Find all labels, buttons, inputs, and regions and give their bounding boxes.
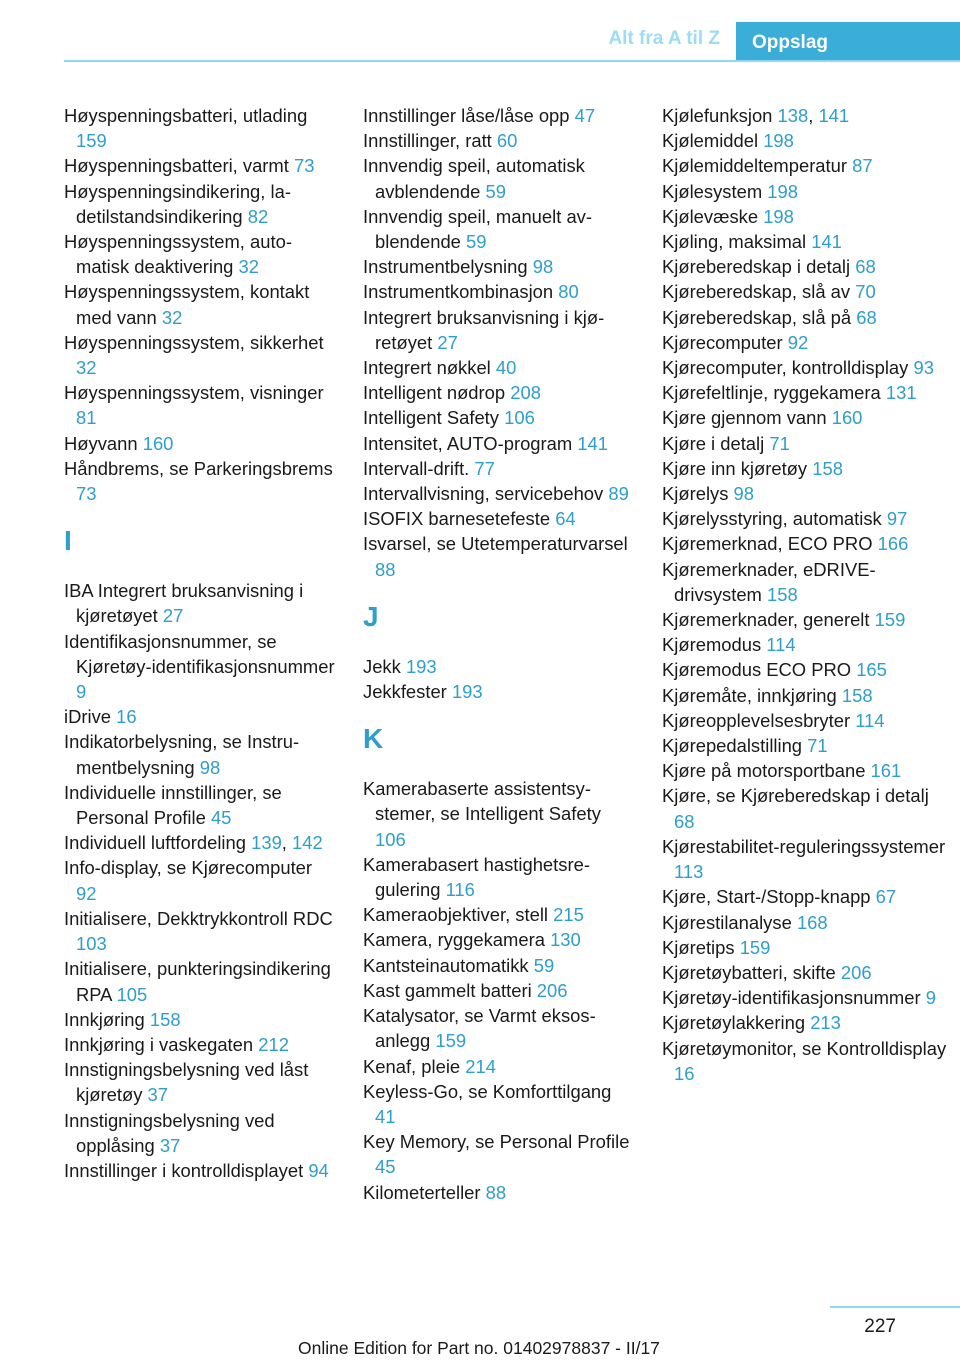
index-term: Kjørelysstyring, automatisk: [662, 508, 882, 530]
index-term: Kjøretøylakkering: [662, 1012, 806, 1034]
index-entry: [363, 506, 635, 531]
page-reference-link[interactable]: 32: [238, 256, 260, 278]
page-reference-link[interactable]: 106: [504, 407, 535, 429]
index-term: Innkjøring i vaskegaten: [64, 1033, 254, 1055]
page-reference-link[interactable]: 142: [292, 832, 323, 854]
index-term: Kilometerteller: [363, 1181, 481, 1203]
index-term: Høyspenningsbatteri, utlading: [64, 105, 308, 126]
page-reference-link[interactable]: 193: [405, 655, 437, 677]
page-reference-link[interactable]: 68: [674, 810, 695, 832]
page-reference-link[interactable]: 67: [875, 886, 897, 908]
index-term: Kjørefeltlinje, ryggekamera: [662, 382, 881, 404]
page-reference-link[interactable]: 71: [769, 432, 790, 454]
index-term: Kjørestabilitet-reguleringssystemer: [662, 835, 946, 857]
page-reference-link[interactable]: 45: [375, 1156, 396, 1178]
index-term: Kast gammelt batteri: [363, 979, 532, 1001]
index-term: Innvendig speil, automatisk avblendende: [363, 155, 585, 202]
page-reference-link[interactable]: 114: [855, 709, 885, 731]
index-term: Kjølevæske: [662, 205, 759, 227]
page-reference-link[interactable]: 64: [555, 508, 576, 530]
index-term: Innstigningsbelysning ved opplåsing: [64, 1109, 275, 1156]
index-entry: Individuell luftfordeling 139, 142: [64, 832, 323, 854]
page-reference-link[interactable]: 106: [375, 828, 406, 850]
index-term: Integrert bruksanvisning i kjøretøyet: [363, 306, 605, 353]
page-reference-link[interactable]: 160: [831, 407, 863, 429]
index-term: Individuell luftfordeling: [64, 832, 246, 854]
chapter-tab: Oppslag: [736, 22, 960, 62]
page-reference-link[interactable]: 113: [674, 861, 704, 883]
index-term: Kjøretøymonitor, se Kontrolldisplay: [662, 1037, 947, 1059]
index-entry: [363, 1003, 635, 1053]
index-entry: [64, 704, 336, 729]
page-reference-link[interactable]: 32: [76, 357, 97, 379]
page-reference-link[interactable]: 159: [874, 609, 906, 631]
index-term: Kamera, ryggekamera: [363, 929, 545, 951]
index-entry: [64, 1007, 336, 1032]
page-reference-link[interactable]: 206: [536, 979, 568, 1001]
page-reference-link[interactable]: 71: [807, 735, 828, 757]
index-entry: [662, 204, 952, 229]
page-reference-link[interactable]: 32: [161, 306, 183, 328]
index-entry: [64, 1158, 336, 1183]
index-term: Kjøre, se Kjøreberedskap i detalj: [662, 785, 929, 807]
index-term: Kamerabasert hastighetsregulering: [363, 853, 590, 901]
page-reference-link[interactable]: 98: [733, 483, 755, 505]
page-reference-link[interactable]: 59: [485, 180, 506, 202]
index-entry: [363, 254, 635, 279]
index-term: Innvendig speil, manuelt avblendende: [363, 205, 592, 253]
page-reference-link[interactable]: 89: [608, 483, 629, 505]
page-reference-link[interactable]: 114: [766, 634, 796, 656]
index-term: Kjøre inn kjøretøy: [662, 457, 808, 479]
page-reference-link[interactable]: 88: [375, 558, 396, 580]
page-reference-link[interactable]: 103: [76, 933, 107, 955]
index-term: Kantsteinautomatikk: [363, 954, 529, 976]
index-term: Kjøretøybatteri, skifte: [662, 961, 836, 983]
index-letter-heading: J: [363, 600, 379, 632]
index-entry: [662, 456, 952, 481]
page-reference-link[interactable]: 47: [574, 105, 596, 126]
index-entry: [662, 632, 952, 657]
page-number: 227: [864, 1316, 896, 1337]
index-entry: [662, 607, 952, 632]
index-column-3: [662, 103, 952, 1086]
page-reference-link[interactable]: 88: [485, 1181, 507, 1203]
index-entry: [64, 103, 336, 153]
index-entry: [64, 330, 336, 380]
index-term: Isvarsel, se Utetemperaturvarsel: [363, 533, 628, 555]
index-term: Jekkfester: [363, 681, 447, 703]
page-reference-link[interactable]: 215: [553, 904, 584, 926]
index-term: Kjørestilanalyse: [662, 911, 792, 933]
page-reference-link[interactable]: 165: [856, 659, 887, 681]
index-term: Høyspenningssystem, sikkerhet: [64, 331, 324, 353]
index-entry: [662, 506, 952, 531]
index-term: Kjøre, Start-/Stopp-knapp: [662, 886, 871, 908]
index-term: Kjøremåte, innkjøring: [662, 684, 837, 706]
page-reference-link[interactable]: 94: [308, 1159, 329, 1181]
index-entry: [363, 305, 635, 355]
index-term: Intervallvisning, servicebehov: [363, 483, 604, 505]
index-entry: [64, 456, 336, 506]
index-entry: [662, 935, 952, 960]
page-reference-link[interactable]: 141: [818, 105, 850, 126]
index-entry: [64, 153, 336, 178]
index-entry: [662, 128, 952, 153]
page-reference-link[interactable]: 68: [856, 306, 877, 328]
page-reference-link[interactable]: 60: [496, 130, 518, 152]
index-entry: [662, 531, 952, 556]
index-term: Identifikasjonsnummer, se Kjøretøy-identifikasjonsnummer: [64, 630, 335, 677]
index-term: Info-display, se Kjørecomputer: [64, 857, 313, 879]
page-reference-link[interactable]: 92: [76, 882, 97, 904]
page-reference-link[interactable]: 70: [855, 281, 876, 303]
index-entry: [662, 380, 952, 405]
page-reference-link[interactable]: 141: [811, 231, 842, 253]
page-reference-link[interactable]: 141: [577, 432, 609, 454]
index-entry: [662, 985, 952, 1010]
page-reference-link[interactable]: 98: [199, 756, 221, 778]
index-term: Kjøre på motorsportbane: [662, 760, 866, 782]
index-term: Individuelle innstillinger, se Personal Profile: [64, 781, 282, 829]
index-entry: [64, 855, 336, 905]
page-reference-link[interactable]: 77: [474, 457, 495, 479]
index-entry: [363, 481, 635, 506]
index-entry: [662, 834, 952, 884]
index-entry: [662, 229, 952, 254]
index-term: Kjørelys: [662, 483, 729, 505]
page-reference-link[interactable]: 81: [76, 407, 97, 429]
index-entry: [64, 1108, 336, 1158]
page-reference-link[interactable]: 87: [852, 155, 873, 177]
index-term: ISOFIX barnesetefeste: [363, 508, 551, 530]
page-reference-link[interactable]: 82: [247, 205, 269, 227]
index-entry: [662, 279, 952, 304]
index-entry: [363, 456, 635, 481]
page-header: [0, 0, 960, 62]
index-entry: [363, 405, 635, 430]
page-reference-link[interactable]: 105: [116, 983, 148, 1005]
index-entry: [662, 179, 952, 204]
index-entry: [363, 927, 635, 952]
index-entry: [662, 884, 952, 909]
index-term: Kjøremodus: [662, 634, 762, 656]
index-term: Jekk: [363, 655, 401, 677]
index-term: Kjøreopplevelsesbryter: [662, 709, 851, 731]
index-term: Høyspenningssystem, kontakt med vann: [64, 281, 310, 328]
index-entry: [363, 279, 635, 304]
footer-rule: [830, 1306, 960, 1308]
index-term: Kjøreberedskap, slå på: [662, 306, 852, 328]
index-entry: [363, 128, 635, 153]
index-entry: [662, 431, 952, 456]
page-reference-link[interactable]: 213: [810, 1012, 841, 1034]
page-reference-link[interactable]: 41: [375, 1105, 396, 1127]
index-entry: [64, 629, 336, 705]
index-term: Kjøremodus ECO PRO: [662, 659, 852, 681]
index-term: Kjøling, maksimal: [662, 231, 807, 253]
page-reference-link[interactable]: 40: [495, 357, 517, 379]
index-entry: [363, 103, 635, 128]
index-term: Intelligent nødrop: [363, 382, 506, 404]
index-term: Initialisere, punkteringsindikering RPA: [64, 958, 331, 1005]
page-reference-link[interactable]: 160: [142, 432, 174, 454]
index-entry: [64, 1057, 336, 1107]
index-entry: [64, 431, 336, 456]
edition-note: Online Edition for Part no. 01402978837 - II/17: [298, 1338, 660, 1358]
index-term: Kjøretips: [662, 936, 735, 958]
page-reference-link[interactable]: 92: [787, 331, 809, 353]
index-term: Kjørecomputer: [662, 331, 783, 353]
page-reference-link[interactable]: 116: [445, 879, 475, 901]
index-term: Intelligent Safety: [363, 407, 499, 429]
index-term: Kjøre gjennom vann: [662, 407, 827, 429]
index-entry: [363, 679, 635, 704]
index-term: Høyvann: [64, 432, 138, 454]
page-reference-link[interactable]: 9: [76, 681, 87, 703]
index-entry: [363, 380, 635, 405]
index-entry: [662, 1036, 952, 1086]
index-entry: [662, 557, 952, 607]
index-entry: [662, 783, 952, 833]
index-entry: [64, 229, 336, 279]
page-reference-link[interactable]: 168: [796, 911, 828, 933]
page-reference-link[interactable]: 138: [777, 105, 809, 126]
header-rule: [64, 60, 960, 62]
index-entry: [363, 153, 635, 203]
page-reference-link[interactable]: 68: [855, 256, 876, 278]
index-entry: [662, 355, 952, 380]
index-term: Høyspenningsbatteri, varmt: [64, 155, 289, 177]
page-reference-link[interactable]: 158: [841, 684, 873, 706]
index-term: Kjørecomputer, kontrolldisplay: [662, 357, 909, 379]
page-reference-link[interactable]: 16: [116, 706, 137, 728]
index-entry: [662, 330, 952, 355]
index-entry: [363, 978, 635, 1003]
page-reference-link[interactable]: 37: [159, 1134, 181, 1156]
index-entry: [363, 1129, 635, 1179]
page-reference-link[interactable]: 208: [510, 382, 541, 404]
page-reference-link[interactable]: 45: [210, 807, 232, 829]
index-term: Instrumentkombinasjon: [363, 281, 554, 303]
index-entry: [662, 305, 952, 330]
index-entry: [662, 254, 952, 279]
index-term: Kjøreberedskap i detalj: [662, 256, 851, 278]
index-entry: Kjølefunksjon 138, 141: [662, 105, 850, 126]
page-reference-link[interactable]: 206: [840, 961, 872, 983]
index-entry: [662, 910, 952, 935]
section-title: Alt fra A til Z: [608, 28, 720, 49]
index-term: Innkjøring: [64, 1008, 145, 1030]
index-term: Indikatorbelysning, se Instrumentbelysning: [64, 731, 300, 778]
index-entry: [662, 657, 952, 682]
index-entry: [662, 683, 952, 708]
index-term: Innstillinger låse/låse opp: [363, 105, 570, 126]
page-reference-link[interactable]: 73: [294, 155, 315, 177]
index-entry: [363, 355, 635, 380]
index-entry: [64, 1032, 336, 1057]
page-reference-link[interactable]: 27: [162, 605, 184, 627]
index-term: Instrumentbelysning: [363, 256, 528, 278]
index-term: Kjølesystem: [662, 180, 763, 202]
index-entry: [363, 654, 635, 679]
page-reference-link[interactable]: 158: [812, 457, 843, 479]
index-entry: [363, 531, 635, 581]
index-term: Kjøremerknader, generelt: [662, 609, 870, 631]
index-term: Kjølefunksjon: [662, 105, 773, 126]
index-term: Kjølemiddel: [662, 130, 759, 152]
index-letter-heading: K: [363, 723, 384, 755]
page-reference-link[interactable]: 9: [925, 987, 936, 1009]
index-term: Høyspenningssystem, visninger: [64, 382, 324, 404]
page-reference-link[interactable]: 166: [877, 533, 909, 555]
index-term: Integrert nøkkel: [363, 357, 491, 379]
page-reference-link[interactable]: 139: [251, 832, 282, 854]
page-reference-link[interactable]: 80: [558, 281, 579, 303]
index-column-2: [363, 103, 635, 1205]
index-term: Katalysator, se Varmt eksosanlegg: [363, 1005, 596, 1052]
index-term: Høyspenningsindikering, ladetilstandsindikering: [64, 180, 291, 227]
index-entry: [363, 776, 635, 852]
page-reference-link[interactable]: 93: [913, 357, 934, 379]
index-term: Kjølemiddeltemperatur: [662, 155, 848, 177]
index-entry: [662, 733, 952, 758]
index-entry: [662, 405, 952, 430]
page-reference-link[interactable]: 161: [870, 760, 902, 782]
index-term: Kjøremerknader, eDRIVE-drivsystem: [662, 558, 876, 605]
page-reference-link[interactable]: 130: [550, 929, 581, 951]
page-reference-link[interactable]: 198: [763, 130, 794, 152]
index-term: Keyless-Go, se Komforttilgang: [363, 1080, 612, 1102]
index-entry: [64, 279, 336, 329]
index-term: Intervall-drift.: [363, 457, 470, 479]
index-term: Innstillinger i kontrolldisplayet: [64, 1159, 304, 1181]
index-entry: [64, 380, 336, 430]
index-term: Key Memory, se Personal Profile: [363, 1131, 630, 1153]
index-entry: [662, 153, 952, 178]
page-reference-link[interactable]: 131: [885, 382, 917, 404]
page-reference-link[interactable]: 16: [674, 1062, 695, 1084]
page-reference-link[interactable]: 198: [767, 180, 798, 202]
index-entry: [662, 1010, 952, 1035]
index-term: Innstillinger, ratt: [363, 130, 492, 152]
index-term: Kjøreberedskap, slå av: [662, 281, 851, 303]
page-reference-link[interactable]: 27: [437, 331, 458, 353]
page-reference-link[interactable]: 98: [532, 256, 554, 278]
index-entry: [363, 1079, 635, 1129]
index-term: Kjøremerknad, ECO PRO: [662, 533, 873, 555]
index-term: IBA Integrert bruksanvisning i kjøretøyet: [64, 580, 304, 627]
index-entry: [64, 179, 336, 229]
page-reference-link[interactable]: 158: [149, 1008, 181, 1030]
index-term: Kjørepedalstilling: [662, 735, 803, 757]
page-reference-link[interactable]: 212: [258, 1033, 289, 1055]
index-letter-heading: I: [64, 525, 72, 557]
index-term: Kameraobjektiver, stell: [363, 904, 549, 926]
index-entry: [64, 578, 336, 628]
index-term: Håndbrems, se Parkeringsbrems: [64, 457, 333, 479]
index-entry: [662, 960, 952, 985]
index-entry: [363, 431, 635, 456]
index-term: Kamerabaserte assistentsystemer, se Intelligent Safety: [363, 778, 601, 825]
page-reference-link[interactable]: 97: [886, 508, 908, 530]
index-entry: [64, 956, 336, 1006]
page-reference-link[interactable]: 158: [767, 583, 798, 605]
page-reference-link[interactable]: 59: [466, 231, 487, 253]
index-entry: [662, 708, 952, 733]
index-term: Kenaf, pleie: [363, 1055, 461, 1077]
index-entry: [363, 852, 635, 902]
page-reference-link[interactable]: 193: [451, 681, 483, 703]
index-term: Høyspenningssystem, automatisk deaktivering: [64, 231, 292, 278]
index-column-1: [64, 103, 336, 1183]
index-entry: [64, 906, 336, 956]
index-term: Kjøre i detalj: [662, 432, 765, 454]
index-term: iDrive: [64, 706, 112, 728]
index-entry: [662, 481, 952, 506]
page-reference-link[interactable]: 159: [76, 130, 107, 152]
index-term: Innstigningsbelysning ved låst kjøretøy: [64, 1059, 309, 1106]
index-entry: [662, 758, 952, 783]
index-entry: [363, 1054, 635, 1079]
index-entry: [64, 780, 336, 830]
page-reference-link[interactable]: 214: [465, 1055, 496, 1077]
page-reference-link[interactable]: 37: [147, 1084, 168, 1106]
index-entry: [363, 204, 635, 254]
page-reference-link[interactable]: 73: [76, 483, 97, 505]
page-reference-link[interactable]: 59: [533, 954, 555, 976]
index-term: Kjøretøy-identifikasjonsnummer: [662, 987, 921, 1009]
index-term: Intensitet, AUTO-program: [363, 432, 573, 454]
page-reference-link[interactable]: 159: [739, 936, 771, 958]
index-term: Initialisere, Dekktrykkontroll RDC: [64, 907, 333, 929]
index-entry: [363, 953, 635, 978]
index-entry: [64, 729, 336, 779]
page-reference-link[interactable]: 159: [435, 1030, 467, 1052]
index-entry: [363, 1180, 635, 1205]
page-reference-link[interactable]: 198: [763, 205, 794, 227]
index-entry: [363, 902, 635, 927]
